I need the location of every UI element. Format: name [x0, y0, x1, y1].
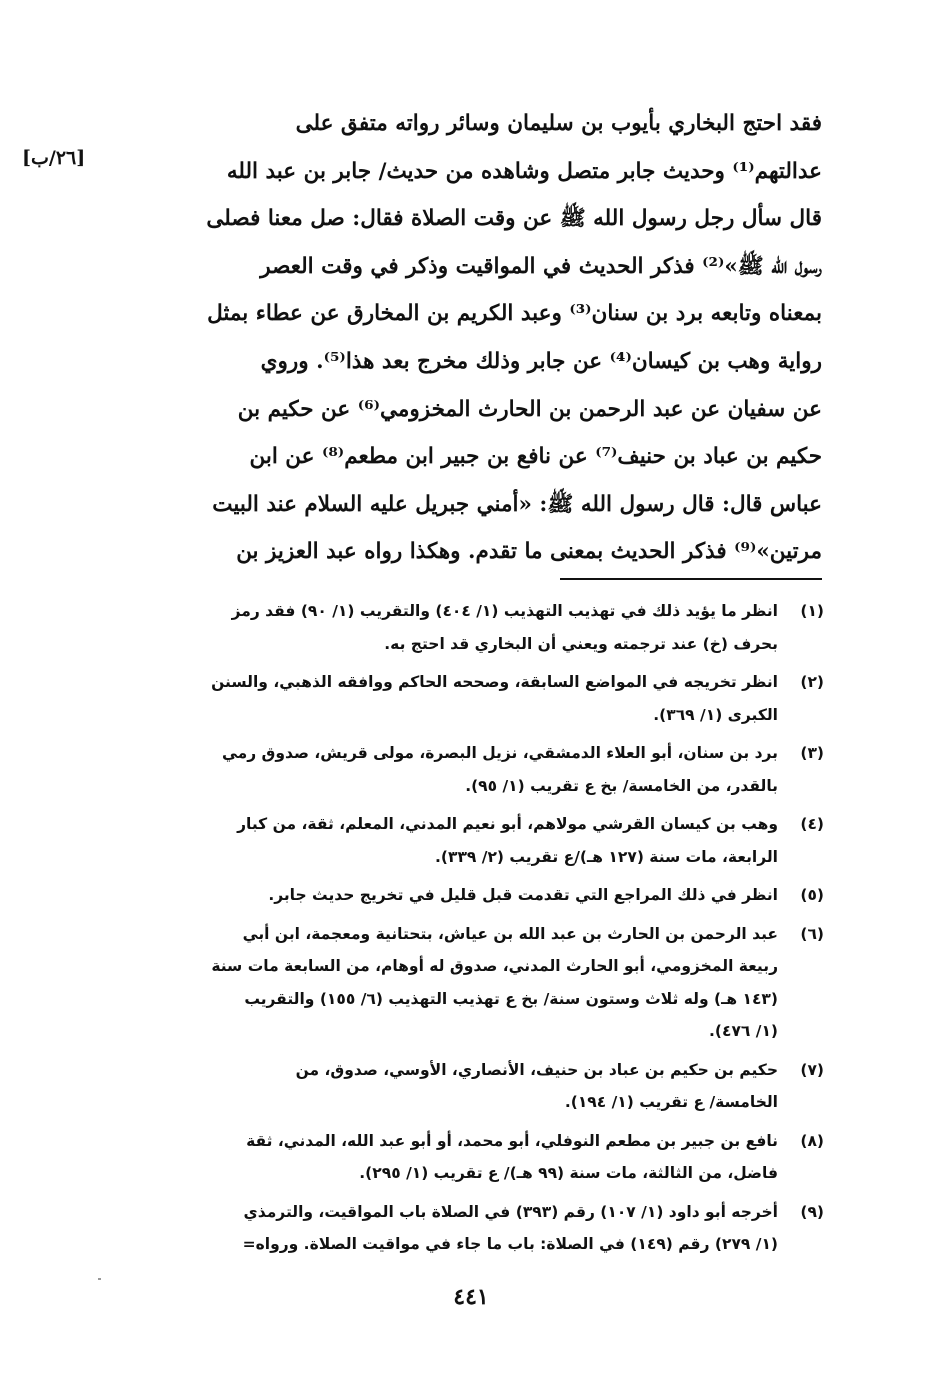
- body-line: مرتين»⁽⁹⁾ فذكر الحديث بمعنى ما تقدم. وهكذا رواه عبد العزيز بن: [236, 539, 822, 565]
- body-line: عن سفيان عن عبد الرحمن بن الحارث المخزومي⁽⁶⁾ عن حكيم بن: [237, 396, 822, 422]
- footnote-item: [120, 1196, 824, 1261]
- footnote-item: [120, 666, 824, 731]
- footnote-line: نافع بن جبير بن مطعم النوفلي، أبو محمد، أو أبو عبد الله، المدني، ثقة: [246, 1131, 778, 1150]
- footnote-number: (١): [800, 602, 824, 620]
- footnote-number: (٢): [800, 673, 824, 691]
- footnote-line: وهب بن كيسان القرشي مولاهم، أبو نعيم المدني، المعلم، ثقة، من كبار: [237, 815, 778, 833]
- footnotes-section: [120, 595, 824, 1267]
- footnote-text: [120, 1196, 778, 1261]
- footnote-item: [120, 1125, 824, 1190]
- footnote-line: حكيم بن حكيم بن عباد بن حنيف، الأنصاري، الأوسي، صدوق، من: [295, 1060, 778, 1079]
- footnote-item: [120, 879, 824, 912]
- footnote-text: [120, 595, 778, 660]
- footnote-text: [120, 1054, 778, 1119]
- body-line: عباس قال: قال رسول الله ﷺ: «أمني جبريل عليه السلام عند البيت: [212, 491, 822, 517]
- footnote-line: انظر في ذلك المراجع التي تقدمت قبل قليل في تخريج حديث جابر.: [268, 886, 778, 904]
- footnote-line: عبد الرحمن بن الحارث بن عبد الله بن عياش، بتحتانية ومعجمة، ابن أبي: [242, 924, 778, 943]
- footnote-item: [120, 808, 824, 873]
- body-line: فقد احتج البخاري بأيوب بن سليمان وسائر رواته متفق على: [295, 111, 822, 136]
- footnote-line: (١/ ٤٧٦).: [709, 1022, 778, 1040]
- footnote-number: (٧): [800, 1060, 824, 1079]
- footnote-separator-rule: [560, 578, 822, 580]
- footnote-text: [120, 879, 778, 912]
- footnote-item: [120, 918, 824, 1048]
- footnote-line: أخرجه أبو داود (١/ ١٠٧) رقم (٣٩٣) في الصلاة باب المواقيت، والترمذي: [243, 1202, 778, 1221]
- footnote-line: (١٤٣ هـ) وله ثلاث وستون سنة/ بخ ع تهذيب التهذيب (٦/ ١٥٥) والتقريب: [244, 989, 778, 1008]
- footnote-item: [120, 1054, 824, 1119]
- body-line: عدالتهم⁽¹⁾ وحديث جابر متصل وشاهده من حديث/ جابر بن عبد الله: [226, 158, 822, 184]
- footnote-line: انظر تخريجه في المواضع السابقة، وصححه الحاكم ووافقه الذهبي، والسنن: [211, 673, 778, 691]
- footnote-line: الرابعة، مات سنة (١٢٧ هـ)/ع تقريب (٢/ ٣٣٩).: [435, 847, 778, 866]
- footnote-number: (٨): [800, 1131, 824, 1150]
- footnote-line: بحرف (خ) عند ترجمته ويعني أن البخاري قد احتج به.: [384, 634, 778, 653]
- body-line: رسول الله ﷺ»⁽²⁾ فذكر الحديث في المواقيت وذكر في وقت العصر: [260, 253, 822, 279]
- footnote-number: (٤): [800, 815, 824, 833]
- footnote-line: فاضل، من الثالثة، مات سنة (٩٩ هـ)/ ع تقريب (١/ ٢٩٥).: [359, 1164, 778, 1182]
- footnote-line: الخامسة/ ع تقريب (١/ ١٩٤).: [564, 1093, 778, 1111]
- footnote-line: الكبرى (١/ ٣٦٩).: [653, 705, 778, 724]
- footnote-text: [120, 808, 778, 873]
- footnote-text: [120, 1125, 778, 1190]
- body-line: حكيم بن عباد بن حنيف⁽⁷⁾ عن نافع بن جبير ابن مطعم⁽⁸⁾ عن ابن: [249, 444, 822, 470]
- footnote-line: برد بن سنان، أبو العلاء الدمشقي، نزيل البصرة، مولى قريش، صدوق رمي: [221, 744, 778, 762]
- footnote-number: (٩): [800, 1202, 824, 1221]
- footnote-item: [120, 737, 824, 802]
- body-line: بمعناه وتابعه برد بن سنان⁽³⁾ وعبد الكريم بن المخارق عن عطاء بمثل: [207, 301, 822, 327]
- footnote-text: [120, 666, 778, 731]
- footnote-number: (٥): [800, 886, 824, 904]
- manuscript-folio-marker: [٢٦/ب]: [22, 147, 86, 169]
- footnote-text: [120, 737, 778, 802]
- body-line: قال سأل رجل رسول الله ﷺ عن وقت الصلاة فقال: صل معنا فصلى: [206, 206, 822, 232]
- footnote-number: (٦): [800, 924, 824, 943]
- page-number: ٤٤١: [453, 1284, 489, 1310]
- footnote-number: (٣): [800, 744, 824, 762]
- footnote-line: (١/ ٢٧٩) رقم (١٤٩) في الصلاة: باب ما جاء في مواقيت الصلاة. ورواه=: [242, 1235, 778, 1253]
- footnote-text: [120, 918, 778, 1048]
- footnote-line: بالقدر، من الخامسة/ بخ ع تقريب (١/ ٩٥).: [465, 776, 778, 795]
- main-body-text: [120, 100, 822, 576]
- footnote-line: ربيعة المخزومي، أبو الحارث المدني، صدوق له أوهام، من السابعة مات سنة: [211, 957, 778, 975]
- footnote-line: انظر ما يؤيد ذلك في تهذيب التهذيب (١/ ٤٠٤) والتقريب (١/ ٩٠) فقد رمز: [231, 602, 778, 620]
- footnote-item: [120, 595, 824, 660]
- body-line: رواية وهب بن كيسان⁽⁴⁾ عن جابر وذلك مخرج بعد هذا⁽⁵⁾. وروي: [260, 348, 822, 374]
- print-speck: [98, 1278, 101, 1280]
